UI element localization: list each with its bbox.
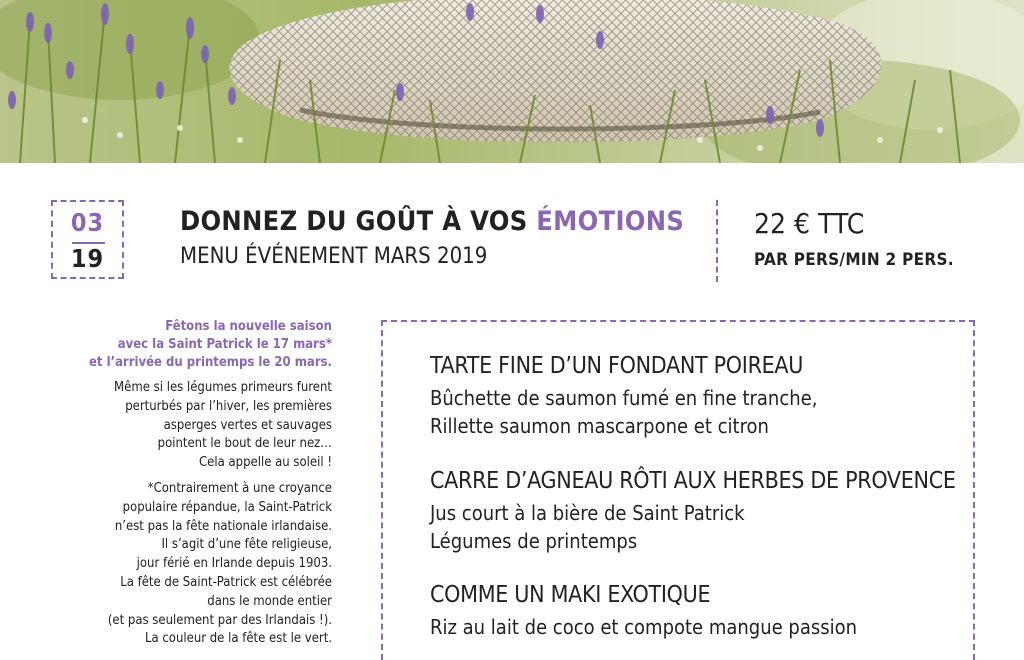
paragraph-line: (et pas seulement par des Irlandais !). — [107, 612, 332, 628]
paragraph-line: *Contrairement à une croyance — [147, 480, 332, 496]
course-title: TARTE FINE D’UN FONDANT POIREAU — [430, 353, 804, 379]
price: 22 € TTC — [754, 207, 865, 240]
price-note: PAR PERS/MIN 2 PERS. — [754, 250, 954, 270]
paragraph-saint-patrick — [50, 480, 332, 649]
course-line: Bûchette de saumon fumé en fine tranche, — [430, 386, 818, 410]
menu-course-dessert — [430, 581, 857, 641]
hero-photo — [0, 0, 1024, 163]
intro-text — [50, 318, 332, 372]
menu-box — [381, 320, 975, 660]
course-line: Riz au lait de coco et compote mangue passion — [430, 615, 858, 639]
paragraph-line: Cela appelle au soleil ! — [198, 455, 332, 471]
paragraph-line: populaire répandue, la Saint-Patrick — [122, 499, 332, 515]
page-subtitle: MENU ÉVÉNEMENT MARS 2019 — [180, 244, 488, 269]
title-prefix: DONNEZ DU GOÛT À VOS — [180, 206, 537, 237]
paragraph-line: La couleur de la fête est le vert. — [144, 631, 332, 647]
course-title: CARRE D’AGNEAU RÔTI AUX HERBES DE PROVENCE — [430, 468, 956, 494]
date-year: 19 — [70, 244, 105, 273]
date-month: 03 — [70, 208, 105, 237]
paragraph-line: n’est pas la fête nationale irlandaise. — [114, 518, 332, 534]
paragraph-line: jour férié en Irlande depuis 1903. — [136, 556, 332, 572]
menu-course-starter — [430, 352, 817, 440]
paragraph-line: perturbés par l’hiver, les premières — [125, 398, 332, 414]
paragraph-legumes — [50, 379, 332, 473]
paragraph-line: La fête de Saint-Patrick est célébrée — [120, 574, 332, 590]
paragraph-line: Il s’agit d’une fête religieuse, — [161, 537, 332, 553]
left-column — [50, 318, 332, 656]
header-divider — [716, 200, 718, 282]
intro-line: avec la Saint Patrick le 17 mars* — [117, 337, 332, 352]
paragraph-line: asperges vertes et sauvages — [163, 417, 332, 433]
course-line: Rillette saumon mascarpone et citron — [430, 414, 769, 438]
date-badge — [51, 200, 124, 279]
lavender-field-photo — [0, 0, 1024, 163]
intro-line: Fêtons la nouvelle saison — [165, 319, 332, 334]
course-title: COMME UN MAKI EXOTIQUE — [430, 582, 711, 608]
course-line: Légumes de printemps — [430, 529, 638, 553]
title-accent: ÉMOTIONS — [536, 206, 685, 237]
menu-course-main — [430, 467, 956, 555]
intro-line: et l’arrivée du printemps le 20 mars. — [88, 355, 332, 370]
paragraph-line: dans le monde entier — [207, 593, 332, 609]
paragraph-line: Même si les légumes primeurs furent — [114, 380, 332, 395]
page-title — [180, 206, 684, 237]
paragraph-line: pointent le bout de leur nez… — [157, 436, 332, 452]
course-line: Jus court à la bière de Saint Patrick — [430, 501, 745, 525]
